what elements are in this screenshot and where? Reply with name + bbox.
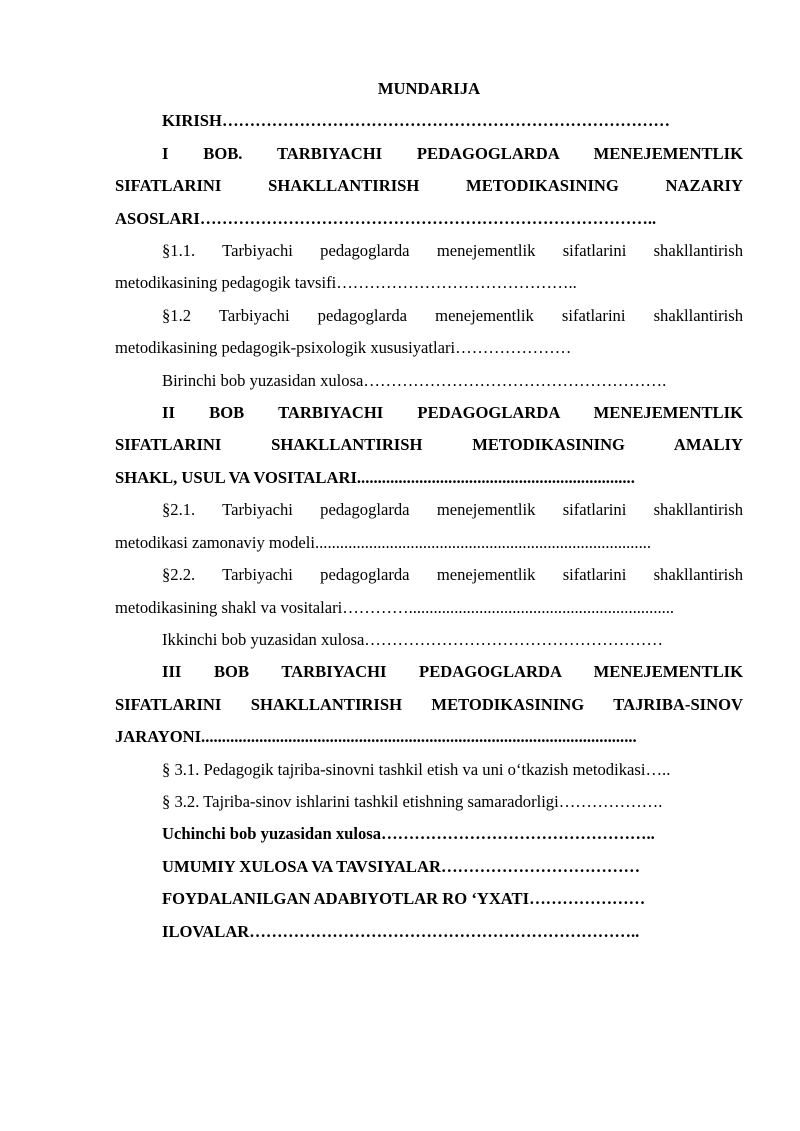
page-title: MUNDARIJA <box>377 79 481 98</box>
toc-entry-line: JARAYONI......................................................................................................... <box>115 727 637 747</box>
toc-entry <box>115 300 743 365</box>
toc-entry <box>115 559 743 624</box>
toc-entry-line: metodikasining shakl va vositalari…………................................................................ <box>115 597 675 617</box>
toc-entry <box>115 754 743 786</box>
toc-entry-line: §2.2. Tarbiyachi pedagoglarda menejementlik sifatlarini shakllantirish <box>162 565 743 585</box>
toc-entry-line: metodikasi zamonaviy modeli................................................................................. <box>115 532 652 552</box>
toc-entry <box>115 235 743 300</box>
toc-entry-line: UMUMIY XULOSA VA TAVSIYALAR……………………………… <box>162 856 641 876</box>
toc-entry <box>115 494 743 559</box>
toc-entry-line: metodikasining pedagogik tavsifi…………………………………….. <box>115 273 577 293</box>
toc-entry-line: SIFATLARINI SHAKLLANTIRISH METODIKASINING NAZARIY <box>115 176 743 196</box>
toc-entry <box>115 138 743 235</box>
toc-entry-line: SIFATLARINI SHAKLLANTIRISH METODIKASINING TAJRIBA-SINOV <box>115 694 743 714</box>
toc-entry <box>115 365 743 397</box>
toc-entry <box>115 916 743 948</box>
toc-entry <box>115 786 743 818</box>
toc-entry-line: § 3.1. Pedagogik tajriba-sinovni tashkil etish va uni o‘tkazish metodikasi….. <box>162 759 671 779</box>
toc-entry <box>115 656 743 753</box>
toc-entry-line: ASOSLARI……………………………………………………………………….. <box>115 208 657 228</box>
toc-entry-line: metodikasining pedagogik-psixologik xususiyatlari………………… <box>115 338 572 358</box>
toc-entry <box>115 818 743 850</box>
toc-entry-line: § 3.2. Tajriba-sinov ishlarini tashkil etishning samaradorligi………………. <box>162 791 663 811</box>
toc-entry-line: §1.1. Tarbiyachi pedagoglarda menejementlik sifatlarini shakllantirish <box>162 241 743 261</box>
toc-entry <box>115 851 743 883</box>
toc-entry-line: Ikkinchi bob yuzasidan xulosa……………………………………………… <box>162 629 663 649</box>
toc-entry <box>115 105 743 137</box>
toc-entry-line: §2.1. Tarbiyachi pedagoglarda menejementlik sifatlarini shakllantirish <box>162 500 743 520</box>
toc-entry <box>115 883 743 915</box>
toc-entry-line: Birinchi bob yuzasidan xulosa………………………………………………. <box>162 370 667 390</box>
toc-entry-line: §1.2 Tarbiyachi pedagoglarda menejementlik sifatlarini shakllantirish <box>162 305 743 325</box>
toc-entry-line: FOYDALANILGAN ADABIYOTLAR RO ‘YXATI………………… <box>162 889 646 909</box>
toc-entry-line: KIRISH……………………………………………………………………… <box>162 111 670 131</box>
toc-entry-line: ILOVALAR…………………………………………………………….. <box>162 921 640 941</box>
toc-entry-line: I BOB. TARBIYACHI PEDAGOGLARDA MENEJEMENTLIK <box>162 143 743 163</box>
table-of-contents <box>115 73 743 948</box>
toc-entry-line: SIFATLARINI SHAKLLANTIRISH METODIKASINING AMALIY <box>115 435 743 455</box>
toc-entry-line: III BOB TARBIYACHI PEDAGOGLARDA MENEJEMENTLIK <box>162 662 743 682</box>
toc-entry-line: SHAKL, USUL VA VOSITALARI................................................................... <box>115 467 635 487</box>
toc-entry <box>115 397 743 494</box>
toc-entries <box>115 105 743 948</box>
toc-entry-line: II BOB TARBIYACHI PEDAGOGLARDA MENEJEMENTLIK <box>162 403 743 423</box>
toc-entry-line: Uchinchi bob yuzasidan xulosa………………………………………….. <box>162 824 655 844</box>
toc-entry <box>115 624 743 656</box>
